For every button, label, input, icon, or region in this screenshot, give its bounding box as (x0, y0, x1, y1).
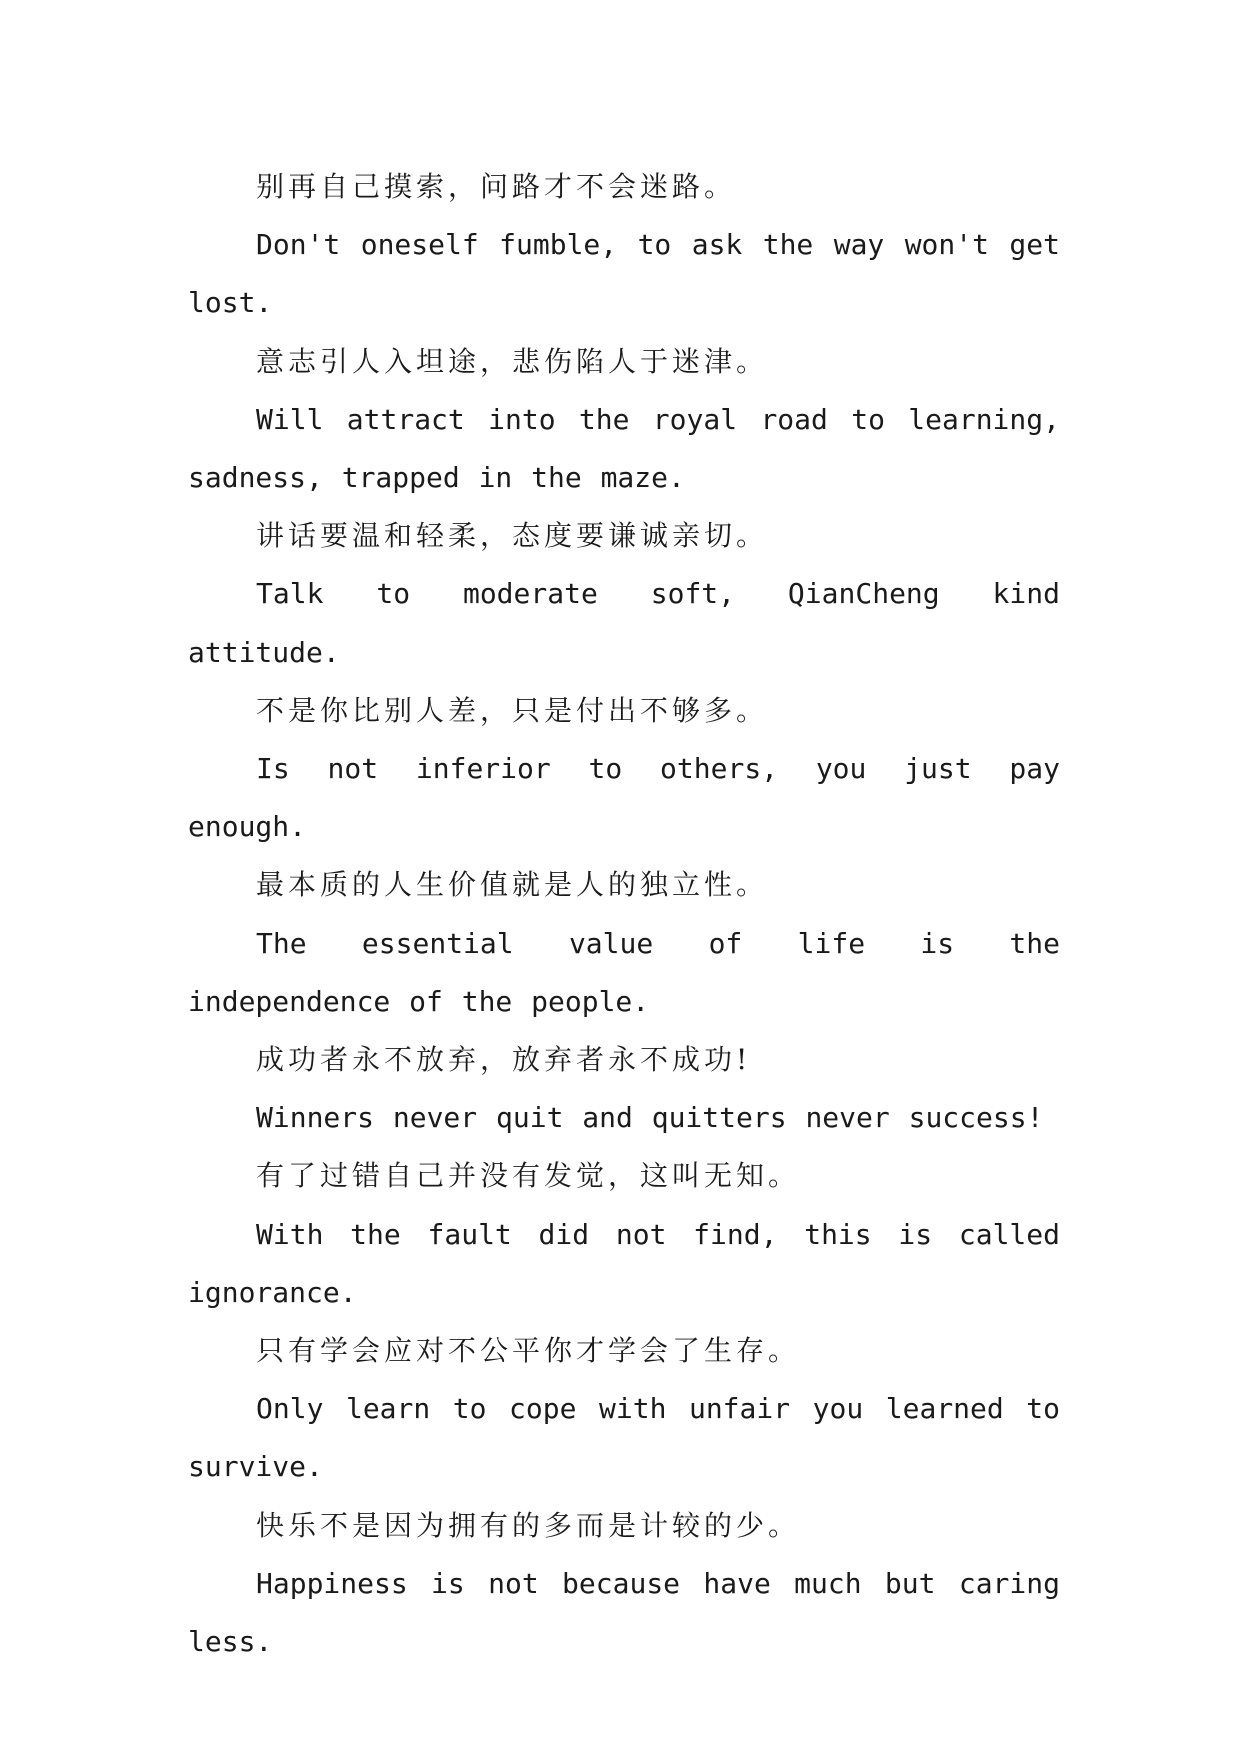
paragraph-en: Is not inferior to others, you just pay enough. (188, 752, 1060, 844)
paragraph-en: Winners never quit and quitters never success! (256, 1101, 1044, 1135)
paragraph-zh: 最本质的人生价值就是人的独立性。 (256, 868, 769, 902)
paragraph-zh: 成功者永不放弃，放弃者永不成功! (256, 1043, 752, 1077)
paragraph-zh: 只有学会应对不公平你才学会了生存。 (256, 1334, 801, 1368)
paragraph-zh: 讲话要温和轻柔，态度要谦诚亲切。 (256, 519, 769, 553)
paragraph-zh: 意志引人入坦途，悲伤陷人于迷津。 (256, 344, 769, 378)
paragraph-en: The essential value of life is the independence of the people. (188, 926, 1060, 1018)
paragraph-en: Will attract into the royal road to learning, sadness, trapped in the maze. (188, 402, 1060, 495)
paragraph-en: With the fault did not find, this is called ignorance. (188, 1217, 1060, 1309)
paragraph-zh: 别再自己摸索，问路才不会迷路。 (256, 170, 737, 203)
paragraph-en: Only learn to cope with unfair you learned to survive. (188, 1392, 1060, 1484)
paragraph-en: Happiness is not because have much but caring less. (188, 1566, 1060, 1659)
paragraph-zh: 不是你比别人差，只是付出不够多。 (256, 693, 769, 727)
paragraph-en: Don't oneself fumble, to ask the way won't get lost. (188, 228, 1060, 320)
paragraph-zh: 有了过错自己并没有发觉，这叫无知。 (256, 1159, 801, 1193)
document-body (188, 158, 1060, 1671)
paragraph-en: Talk to moderate soft, QianCheng kind attitude. (188, 577, 1060, 669)
paragraph-zh: 快乐不是因为拥有的多而是计较的少。 (256, 1508, 801, 1542)
